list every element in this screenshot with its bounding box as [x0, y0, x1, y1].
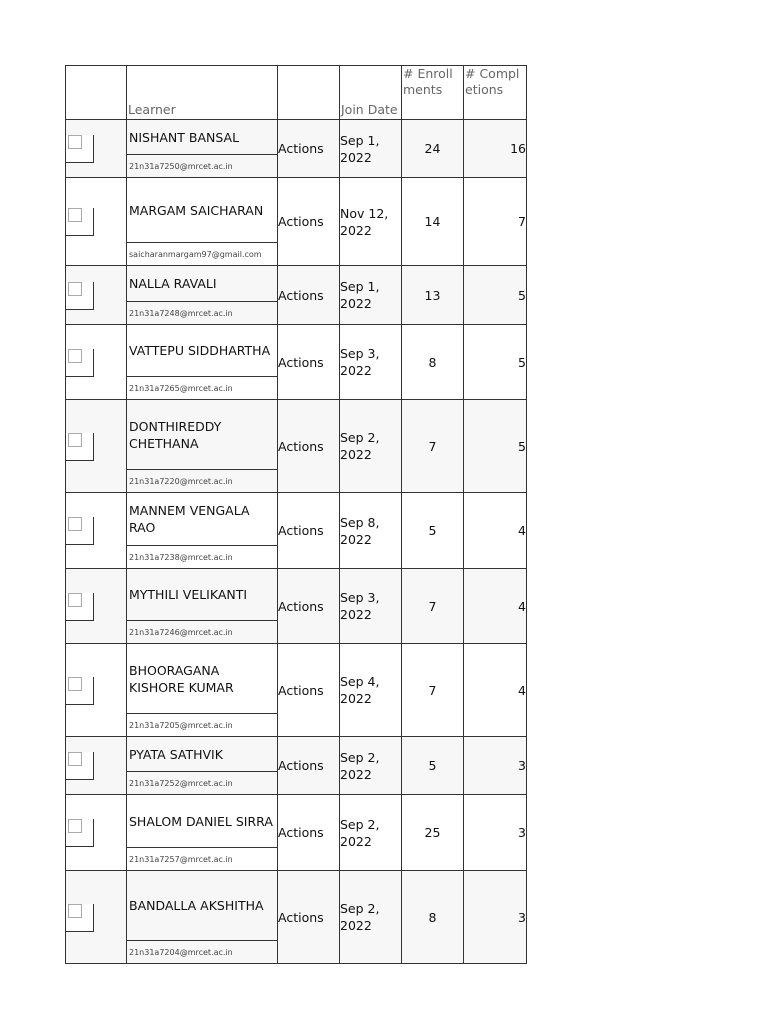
- table-row: [66, 266, 527, 325]
- checkbox-box-icon: [68, 593, 82, 607]
- row-select-checkbox[interactable]: [66, 677, 94, 705]
- table-row: [66, 569, 527, 644]
- learner-cell: [127, 871, 278, 964]
- row-select-checkbox[interactable]: [66, 433, 94, 461]
- table-row: [66, 871, 527, 964]
- select-cell: [66, 644, 127, 737]
- select-cell: [66, 266, 127, 325]
- learner-cell: [127, 569, 278, 644]
- completions-count: 3: [464, 795, 527, 871]
- table-row: [66, 493, 527, 569]
- join-date: Sep 2, 2022: [340, 737, 402, 795]
- enrollments-count: 7: [402, 644, 464, 737]
- table-body: [66, 120, 527, 964]
- row-select-checkbox[interactable]: [66, 593, 94, 621]
- header-learner[interactable]: Learner: [127, 66, 278, 120]
- actions-link[interactable]: Actions: [278, 325, 340, 400]
- learner-name[interactable]: MARGAM SAICHARAN: [127, 178, 277, 243]
- checkbox-box-icon: [68, 677, 82, 691]
- checkbox-box-icon: [68, 517, 82, 531]
- select-cell: [66, 871, 127, 964]
- row-select-checkbox[interactable]: [66, 135, 94, 163]
- select-cell: [66, 178, 127, 266]
- select-cell: [66, 795, 127, 871]
- completions-count: 4: [464, 569, 527, 644]
- completions-count: 5: [464, 400, 527, 493]
- learner-cell: [127, 493, 278, 569]
- learner-cell: [127, 400, 278, 493]
- learner-cell: [127, 737, 278, 795]
- checkbox-box-icon: [68, 349, 82, 363]
- learner-cell: [127, 325, 278, 400]
- actions-link[interactable]: Actions: [278, 178, 340, 266]
- enrollments-count: 14: [402, 178, 464, 266]
- select-cell: [66, 120, 127, 178]
- enrollments-count: 13: [402, 266, 464, 325]
- table-row: [66, 737, 527, 795]
- checkbox-box-icon: [68, 135, 82, 149]
- learner-email: 21n31a7220@mrcet.ac.in: [129, 476, 233, 486]
- learner-email: 21n31a7205@mrcet.ac.in: [129, 720, 233, 730]
- checkbox-box-icon: [68, 904, 82, 918]
- header-actions: [278, 66, 340, 120]
- learner-name[interactable]: MYTHILI VELIKANTI: [127, 569, 277, 621]
- header-select: [66, 66, 127, 120]
- completions-count: 4: [464, 644, 527, 737]
- completions-count: 7: [464, 178, 527, 266]
- select-cell: [66, 325, 127, 400]
- table-header-row: [66, 66, 527, 120]
- join-date: Nov 12, 2022: [340, 178, 402, 266]
- row-select-checkbox[interactable]: [66, 752, 94, 780]
- header-completions[interactable]: # Completions: [464, 66, 527, 120]
- learner-email: 21n31a7238@mrcet.ac.in: [129, 552, 233, 562]
- learners-table: [65, 65, 527, 964]
- table-row: [66, 400, 527, 493]
- learner-email: 21n31a7204@mrcet.ac.in: [129, 947, 233, 957]
- table-row: [66, 120, 527, 178]
- learner-email: 21n31a7265@mrcet.ac.in: [129, 383, 233, 393]
- checkbox-box-icon: [68, 752, 82, 766]
- actions-link[interactable]: Actions: [278, 795, 340, 871]
- table-row: [66, 178, 527, 266]
- actions-link[interactable]: Actions: [278, 400, 340, 493]
- table-row: [66, 325, 527, 400]
- header-join-date[interactable]: Join Date: [340, 66, 402, 120]
- enrollments-count: 5: [402, 493, 464, 569]
- enrollments-count: 7: [402, 400, 464, 493]
- learner-name[interactable]: BHOORAGANA KISHORE KUMAR: [127, 644, 277, 714]
- join-date: Sep 8, 2022: [340, 493, 402, 569]
- join-date: Sep 2, 2022: [340, 400, 402, 493]
- checkbox-box-icon: [68, 433, 82, 447]
- completions-count: 5: [464, 325, 527, 400]
- learner-name[interactable]: BANDALLA AKSHITHA: [127, 871, 277, 941]
- join-date: Sep 2, 2022: [340, 871, 402, 964]
- completions-count: 3: [464, 737, 527, 795]
- actions-link[interactable]: Actions: [278, 644, 340, 737]
- completions-count: 16: [464, 120, 527, 178]
- join-date: Sep 1, 2022: [340, 120, 402, 178]
- learner-email: 21n31a7257@mrcet.ac.in: [129, 854, 233, 864]
- learner-email: 21n31a7250@mrcet.ac.in: [129, 161, 233, 171]
- row-select-checkbox[interactable]: [66, 349, 94, 377]
- learner-cell: [127, 644, 278, 737]
- select-cell: [66, 569, 127, 644]
- select-cell: [66, 737, 127, 795]
- learner-cell: [127, 178, 278, 266]
- actions-link[interactable]: Actions: [278, 493, 340, 569]
- actions-link[interactable]: Actions: [278, 871, 340, 964]
- select-cell: [66, 493, 127, 569]
- checkbox-box-icon: [68, 819, 82, 833]
- learner-cell: [127, 120, 278, 178]
- actions-link[interactable]: Actions: [278, 737, 340, 795]
- checkbox-box-icon: [68, 282, 82, 296]
- enrollments-count: 8: [402, 325, 464, 400]
- row-select-checkbox[interactable]: [66, 819, 94, 847]
- completions-count: 3: [464, 871, 527, 964]
- actions-link[interactable]: Actions: [278, 569, 340, 644]
- enrollments-count: 7: [402, 569, 464, 644]
- row-select-checkbox[interactable]: [66, 904, 94, 932]
- completions-count: 4: [464, 493, 527, 569]
- learner-email: 21n31a7252@mrcet.ac.in: [129, 778, 233, 788]
- header-enrollments[interactable]: # Enrollments: [402, 66, 464, 120]
- enrollments-count: 25: [402, 795, 464, 871]
- learner-email: 21n31a7246@mrcet.ac.in: [129, 627, 233, 637]
- join-date: Sep 4, 2022: [340, 644, 402, 737]
- row-select-checkbox[interactable]: [66, 208, 94, 236]
- learner-email: 21n31a7248@mrcet.ac.in: [129, 308, 233, 318]
- completions-count: 5: [464, 266, 527, 325]
- table-row: [66, 644, 527, 737]
- learner-cell: [127, 266, 278, 325]
- enrollments-count: 24: [402, 120, 464, 178]
- row-select-checkbox[interactable]: [66, 282, 94, 310]
- join-date: Sep 1, 2022: [340, 266, 402, 325]
- learner-cell: [127, 795, 278, 871]
- enrollments-count: 8: [402, 871, 464, 964]
- learner-name[interactable]: DONTHIREDDY CHETHANA: [127, 400, 277, 470]
- join-date: Sep 3, 2022: [340, 325, 402, 400]
- row-select-checkbox[interactable]: [66, 517, 94, 545]
- join-date: Sep 3, 2022: [340, 569, 402, 644]
- enrollments-count: 5: [402, 737, 464, 795]
- actions-link[interactable]: Actions: [278, 266, 340, 325]
- actions-link[interactable]: Actions: [278, 120, 340, 178]
- learner-email: saicharanmargam97@gmail.com: [129, 249, 262, 259]
- learner-name[interactable]: SHALOM DANIEL SIRRA: [127, 795, 277, 848]
- checkbox-box-icon: [68, 208, 82, 222]
- table-row: [66, 795, 527, 871]
- learner-name[interactable]: MANNEM VENGALA RAO: [127, 493, 277, 546]
- learner-name[interactable]: VATTEPU SIDDHARTHA: [127, 325, 277, 377]
- select-cell: [66, 400, 127, 493]
- join-date: Sep 2, 2022: [340, 795, 402, 871]
- learner-name[interactable]: NISHANT BANSAL: [127, 120, 277, 155]
- learner-name[interactable]: PYATA SATHVIK: [127, 737, 277, 772]
- learner-name[interactable]: NALLA RAVALI: [127, 266, 277, 302]
